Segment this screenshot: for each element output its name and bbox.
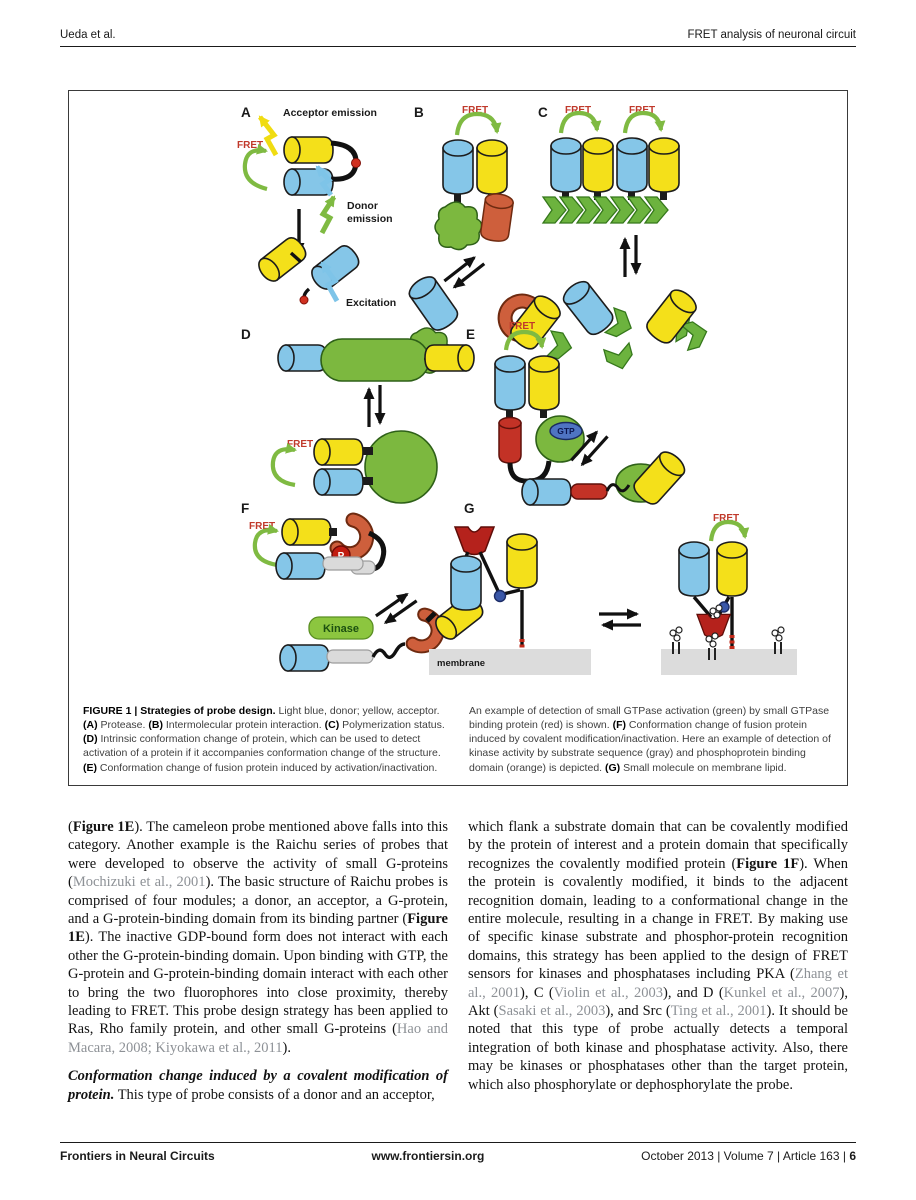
caption-text: Conformation change of fusion protein induced by covalent modification/inactivation. Here an example of detection of kinase activity by substrate sequence (gray) and phosphoprotein binding domain (orange) is depicted. xyxy=(469,718,831,774)
donor-emission-bolt-icon xyxy=(322,197,334,233)
acceptor-cylinder xyxy=(649,138,679,192)
caption-marker-a: (A) xyxy=(83,718,98,731)
caption-text: Light blue, donor; yellow, acceptor. xyxy=(275,704,440,717)
substrate-capsule2 xyxy=(323,557,363,570)
fret-arrow-icon xyxy=(255,530,277,565)
membrane-bar xyxy=(661,649,797,675)
folded-acceptor-cylinder xyxy=(314,439,363,465)
panel-e-label: E xyxy=(466,327,476,342)
caption-marker-c: (C) xyxy=(324,718,340,731)
donor-cylinder xyxy=(278,345,327,371)
polymer-chevron-chain xyxy=(543,197,668,223)
figure-1 xyxy=(68,90,848,786)
caption-left-column xyxy=(83,704,449,775)
equilibrium-arrows xyxy=(625,235,636,277)
binding-domain-capsule xyxy=(571,484,607,499)
acceptor-cylinder xyxy=(425,345,474,371)
footer-issue xyxy=(641,1149,856,1163)
body-text: ), Akt ( xyxy=(468,984,848,1020)
panel-c xyxy=(538,105,710,372)
issue-info: October 2013 | Volume 7 | Article 163 | xyxy=(641,1149,850,1163)
acceptor-cylinder xyxy=(507,534,537,588)
gtp-label: GTP xyxy=(557,426,575,436)
open-phospho-binding-clamp xyxy=(405,612,442,650)
folded-protein-blob xyxy=(365,431,437,503)
cleavage-site-dot xyxy=(352,159,361,168)
kinase-label: Kinase xyxy=(322,623,360,635)
paragraph xyxy=(68,1067,448,1104)
panel-f xyxy=(241,501,486,671)
bound-donor-cylinder xyxy=(679,542,709,596)
bound-acceptor-cylinder xyxy=(717,542,747,596)
fret-label-c1: FRET xyxy=(565,105,592,116)
panel-d-label: D xyxy=(241,327,251,342)
body-text: ( xyxy=(68,819,73,835)
body-text: ), and D ( xyxy=(663,984,724,1001)
body-text: which flank a substrate domain that can be covalently modified by the protein of interest and a protein domain that specifically recognizes the covalently modified protein ( xyxy=(468,819,848,872)
panel-a-label: A xyxy=(241,105,251,120)
paragraph xyxy=(68,818,448,1057)
caption-marker-e: (E) xyxy=(83,761,97,774)
equilibrium-arrows xyxy=(599,614,641,625)
donor-emission-label2: emission xyxy=(347,213,393,225)
figure-title: FIGURE 1 | Strategies of probe design. xyxy=(83,704,276,717)
acceptor-cylinder xyxy=(477,140,507,194)
cleaved-acceptor-cylinder xyxy=(255,234,310,285)
panel-a xyxy=(237,105,396,309)
caption-text: Polymerization status. xyxy=(339,718,445,731)
linker-stub xyxy=(540,410,547,418)
acceptor-cylinder xyxy=(583,138,613,192)
caption-marker-d: (D) xyxy=(83,733,98,746)
donor-cylinder xyxy=(443,140,473,194)
open-substrate-capsule xyxy=(327,650,373,663)
linker-stub xyxy=(329,528,337,536)
body-text: This type of probe consists of a donor and an acceptor, xyxy=(114,1086,435,1103)
caption-text: Intrinsic conformation change of protein, which can be used to detect activation of a protein if it accompanies conformation change of the structure. xyxy=(83,733,441,760)
article-body xyxy=(68,818,848,1104)
header-running-title: FRET analysis of neuronal circuit xyxy=(687,29,856,41)
header-author: Ueda et al. xyxy=(60,29,116,41)
membrane-label: membrane xyxy=(437,658,486,669)
panel-g xyxy=(429,501,797,675)
fret-label-g: FRET xyxy=(713,513,740,524)
fret-arrow-icon xyxy=(625,113,661,133)
caption-text: Intermolecular protein interaction. xyxy=(162,718,325,731)
figure-reference[interactable]: Figure 1F xyxy=(736,855,800,872)
acceptor-cylinder xyxy=(284,137,333,163)
panel-b-label: B xyxy=(414,105,424,120)
page-number: 6 xyxy=(849,1149,856,1163)
junction-dot xyxy=(495,591,506,602)
donor-cylinder xyxy=(617,138,647,192)
fret-label-e: FRET xyxy=(509,321,536,332)
equilibrium-arrows xyxy=(376,592,417,625)
panel-e xyxy=(466,321,689,508)
donor-cylinder xyxy=(495,356,525,410)
protein-y-cylinder xyxy=(480,192,514,242)
panel-g-label: G xyxy=(464,501,475,516)
fret-arrow-icon xyxy=(245,150,267,189)
fret-arrow-icon xyxy=(561,113,597,133)
footer-rule xyxy=(60,1142,856,1143)
figure-caption xyxy=(83,704,835,775)
caption-text: Small molecule on membrane lipid. xyxy=(620,761,787,774)
caption-right-column xyxy=(469,704,835,775)
cleaved-site-dot xyxy=(300,296,308,304)
citation-link[interactable]: Kunkel et al., 2007 xyxy=(723,984,840,1001)
footer-url[interactable]: www.frontiersin.org xyxy=(371,1149,485,1163)
caption-text: Conformation change of fusion protein induced by activation/inactivation. xyxy=(97,761,438,774)
body-text: ). xyxy=(282,1039,291,1056)
excitation-label: Excitation xyxy=(346,297,397,309)
paragraph xyxy=(468,818,848,1094)
equilibrium-arrows xyxy=(369,385,380,427)
acceptor-emission-label: Acceptor emission xyxy=(283,107,377,119)
right-column xyxy=(468,818,848,1104)
footer-journal: Frontiers in Neural Circuits xyxy=(60,1149,215,1163)
citation-link[interactable]: Mochizuki et al., 2001 xyxy=(72,874,206,891)
fret-label-a: FRET xyxy=(237,140,264,151)
open-donor-cylinder xyxy=(522,479,571,505)
panel-d xyxy=(241,327,474,503)
fret-label-b: FRET xyxy=(462,105,489,116)
donor-cylinder xyxy=(451,556,481,610)
figure-illustration xyxy=(69,93,847,693)
header-rule xyxy=(60,46,856,47)
body-text: ), and Src ( xyxy=(605,1003,671,1020)
body-text: ). When the protein is covalently modified, it binds to the adjacent recognition domain, leading to a conformational change in the entire molecule, resulting in a change in FRET. By making use of specific kinase substrate and phosphor-protein recognition domains, this strategy has been applied to the design of FRET sensors for kinases and phosphatases including PKA ( xyxy=(468,855,848,983)
page-footer xyxy=(60,1149,856,1163)
figure-reference[interactable]: Figure 1E xyxy=(68,911,448,946)
cleaved-donor-cylinder xyxy=(308,242,363,293)
caption-marker-g: (G) xyxy=(605,761,621,774)
lipid-binding-cup xyxy=(455,527,494,555)
protein-x-blob xyxy=(435,202,482,250)
flexible-linker-squiggle xyxy=(373,644,405,657)
citation-link[interactable]: Sasaki et al., 2003 xyxy=(498,1003,606,1020)
figure-reference[interactable]: Figure 1E xyxy=(72,819,135,835)
free-acceptor-cylinder xyxy=(643,286,700,347)
binding-domain-cylinder xyxy=(499,418,521,464)
body-text: ). It should be noted that this type of probe actually detects a temporal integration of both kinase and phosphatase activity. Also, there may be kinases or phosphatases other than the target protein, which also phosphorylate or dephosphorylate the probe. xyxy=(468,1003,848,1093)
panel-f-label: F xyxy=(241,501,250,516)
acceptor-cylinder xyxy=(282,519,331,545)
caption-text: An example of detection of small GTPase activation (green) by small GTPase binding protein (red) is shown. xyxy=(469,704,830,731)
citation-link[interactable]: Violin et al., 2003 xyxy=(553,984,663,1001)
fret-arrow-icon xyxy=(457,114,497,135)
fret-arrow-icon xyxy=(273,449,295,485)
equilibrium-arrows xyxy=(444,255,484,290)
panel-c-label: C xyxy=(538,105,548,120)
linker-stub xyxy=(363,447,373,455)
body-text: ). The basic structure of Raichu probes is comprised of four modules; a donor, an acceptor, a G-protein, and a G-protein-binding domain from its binding partner ( xyxy=(68,874,448,928)
free-donor-cylinder xyxy=(560,277,617,338)
citation-link[interactable]: Zhang et al., 2001 xyxy=(468,966,848,1001)
panel-b xyxy=(406,105,564,373)
body-text: ). The inactive GDP-bound form does not interact with each other the G-protein-binding domain. Upon binding with GTP, the G-protein and G-protein-binding domain interact with each other to bring the two fluorophores into close proximity, thereby leading to FRET. This probe design strategy has been applied to Ras, Rho family protein, and other small G-proteins ( xyxy=(68,929,448,1038)
fret-label-f: FRET xyxy=(249,521,276,532)
extended-protein-capsule xyxy=(321,339,429,381)
page-header xyxy=(60,29,856,41)
free-donor-cylinder xyxy=(406,273,462,334)
folded-donor-cylinder xyxy=(314,469,363,495)
subsection-heading: Conformation change induced by a covalent modification of protein. xyxy=(68,1068,448,1103)
caption-marker-b: (B) xyxy=(148,718,163,731)
linker xyxy=(510,461,549,481)
body-text: ), C ( xyxy=(520,984,554,1001)
left-column xyxy=(68,818,448,1104)
caption-text: Protease. xyxy=(97,718,149,731)
linker-stub xyxy=(363,477,373,485)
caption-marker-f: (F) xyxy=(612,718,626,731)
donor-cylinder xyxy=(551,138,581,192)
fret-label-d: FRET xyxy=(287,439,314,450)
donor-cylinder xyxy=(276,553,325,579)
citation-link[interactable]: Ting et al., 2001 xyxy=(670,1003,767,1020)
donor-emission-label: Donor xyxy=(347,200,378,212)
fret-arrow-icon xyxy=(711,522,745,541)
acceptor-cylinder xyxy=(529,356,559,410)
fret-label-c2: FRET xyxy=(629,105,656,116)
citation-link[interactable]: Hao and Macara, 2008; Kiyokawa et al., 2011 xyxy=(68,1021,448,1056)
open-donor-cylinder xyxy=(280,645,329,671)
linker-stub xyxy=(660,192,667,200)
body-text: ). The cameleon probe mentioned above falls into this category. Another example is the Raichu series of probes that were developed to observe the activity of small G-proteins ( xyxy=(68,819,448,891)
